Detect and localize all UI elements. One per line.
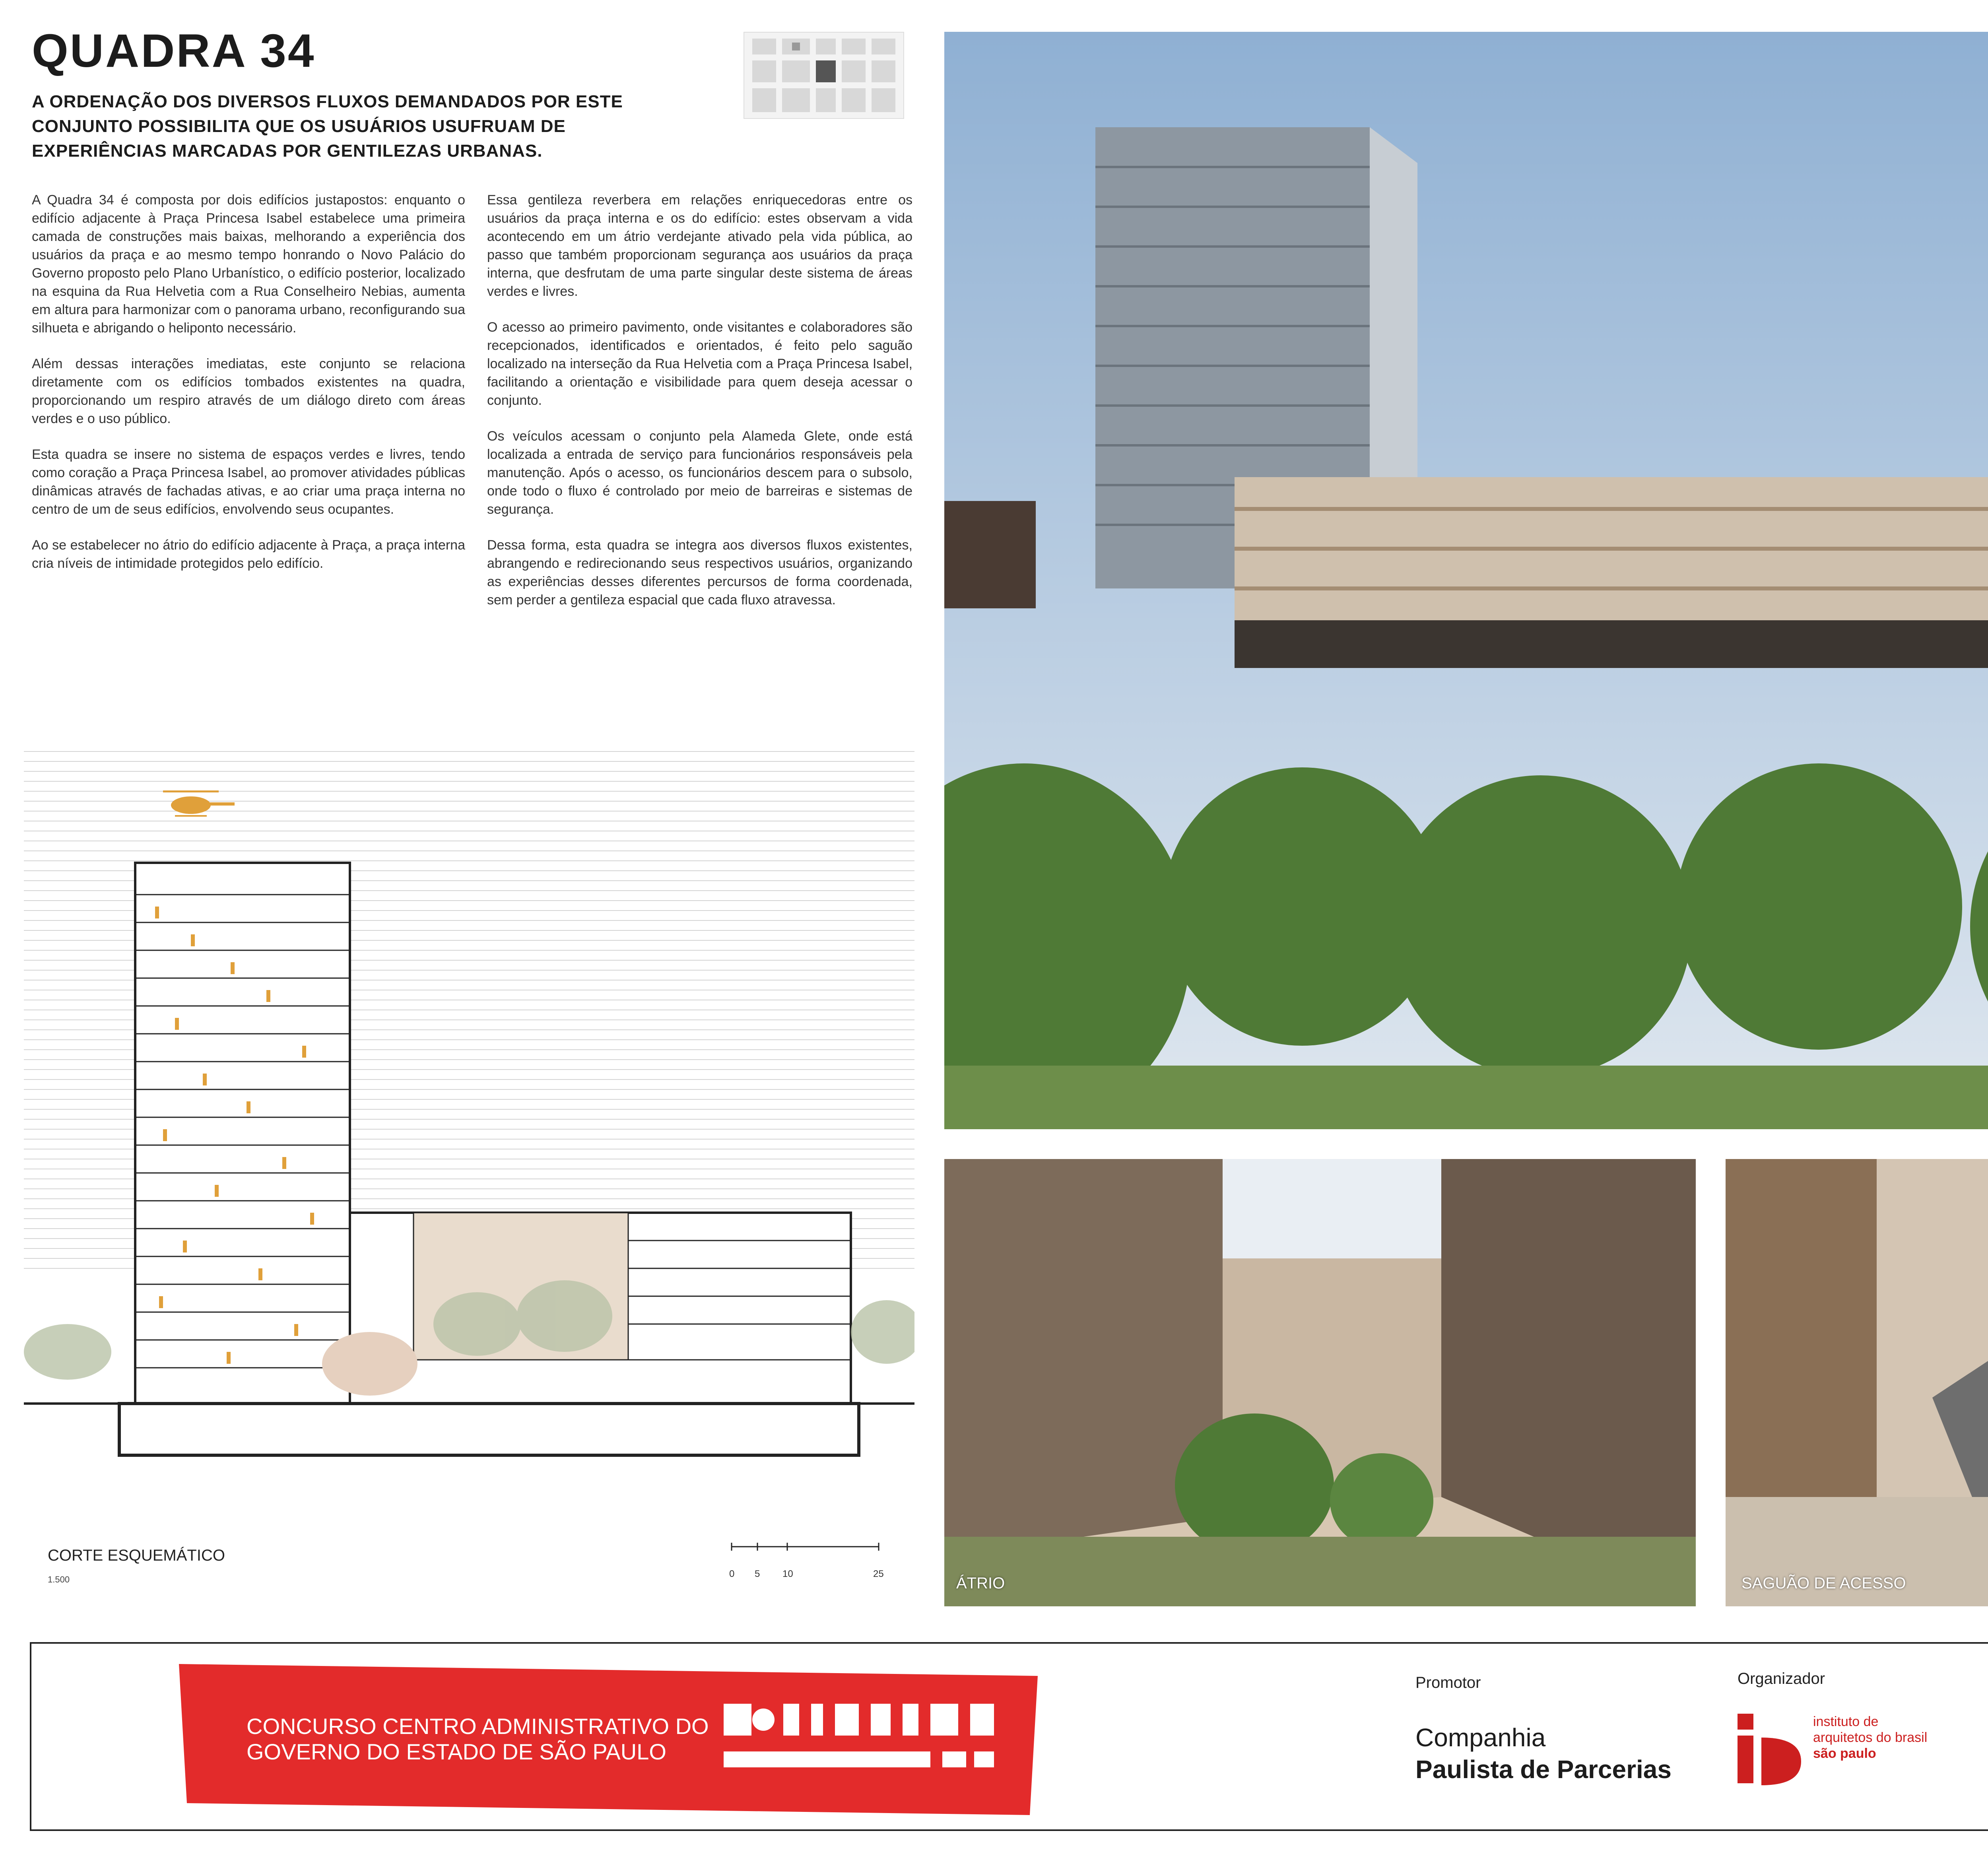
promotor-line-1: Companhia: [1415, 1723, 1546, 1752]
body-text-right: [487, 191, 912, 627]
promotor-name: [1415, 1722, 1672, 1785]
promotor-label: Promotor: [1415, 1674, 1481, 1691]
atrio-caption: ÁTRIO: [956, 1575, 1005, 1592]
promotor-line-2: Paulista de Parcerias: [1415, 1755, 1672, 1784]
paragraph: Dessa forma, esta quadra se integra aos diversos fluxos existentes, abrangendo e redirecionando seus respectivos usuários, organizando as experiências desses diferentes percursos de forma coordenada, sem perder a gentileza espacial que cada fluxo atravessa.: [487, 538, 912, 608]
tower-section: [135, 863, 350, 1404]
render-atrio: [944, 1159, 1696, 1606]
section-title: CORTE ESQUEMÁTICO: [48, 1547, 225, 1564]
render-main-exterior: [944, 32, 1988, 1129]
iab-line-1: instituto de: [1813, 1714, 1879, 1729]
saguao-caption: SAGUÃO DE ACESSO: [1741, 1575, 1906, 1592]
scale-tick: 10: [782, 1569, 793, 1579]
render-saguao: [1726, 1159, 1988, 1606]
basement-section: [119, 1404, 859, 1455]
paragraph: A Quadra 34 é composta por dois edifícios justapostos: enquanto o edifício adjacente à Praça Princesa Isabel estabelece uma primeira camada de construções mais baixas, melhorando a experiência dos usuários da praça e ao mesmo tempo honrando o Novo Palácio do Governo proposto pelo Plano Urbanístico, o edifício posterior, localizado na esquina da Rua Helvetia com a Rua Conselheiro Nebias, aumenta em altura para harmonizar com o panorama urbano, reconfigurando sua silhueta e abrigando o heliponto necessário.: [32, 192, 465, 336]
iab-name: [1813, 1714, 1980, 1761]
iab-line-2: arquitetos do brasil: [1813, 1730, 1928, 1745]
helicopter-icon: [163, 790, 235, 817]
scale-tick: 0: [729, 1569, 735, 1579]
page-subtitle: A ORDENAÇÃO DOS DIVERSOS FLUXOS DEMANDADOS POR ESTE CONJUNTO POSSIBILITA QUE OS USUÁRIOS USUFRUAM DE EXPERIÊNCIAS MARCADAS POR GENTILEZAS URBANAS.: [32, 92, 623, 161]
iab-logo-icon: [1734, 1710, 1805, 1789]
organizador-label: Organizador: [1738, 1670, 1825, 1687]
paragraph: Além dessas interações imediatas, este conjunto se relaciona diretamente com os edifícios tombados existentes na quadra, proporcionando um respiro através de um diálogo direto com áreas verdes e o uso público.: [32, 356, 465, 426]
key-map-thumbnail: [744, 32, 904, 119]
scale-tick: 5: [755, 1569, 760, 1579]
paragraph: Ao se estabelecer no átrio do edifício adjacente à Praça, a praça interna cria níveis de intimidade protegidos pelo edifício.: [32, 538, 465, 571]
paragraph: Os veículos acessam o conjunto pela Alameda Glete, onde está localizada a entrada de serviço para funcionários responsáveis pela manutenção. Após o acesso, os funcionários descem para o subsolo, onde todo o fluxo é controlado por meio de barreiras e sistemas de segurança.: [487, 429, 912, 517]
scale-tick: 25: [873, 1569, 884, 1579]
paragraph: O acesso ao primeiro pavimento, onde visitantes e colaboradores são recepcionados, identificados e orientados, é feito pelo saguão localizado na interseção da Rua Helvetia com a Praça Princesa Isabel, facilitando a orientação e visibilidade para quem deseja acessar o conjunto.: [487, 320, 912, 408]
iab-line-3: são paulo: [1813, 1746, 1876, 1761]
sp-logo-icon: [1984, 1710, 1988, 1789]
body-text-left: [32, 191, 465, 590]
section-scale: 1.500: [48, 1575, 70, 1584]
scale-bar: [724, 1535, 891, 1590]
section-drawing: [24, 744, 914, 1479]
page-title: QUADRA 34: [32, 25, 316, 77]
contest-name: CONCURSO CENTRO ADMINISTRATIVO DO GOVERNO DO ESTADO DE SÃO PAULO: [247, 1714, 709, 1764]
paragraph: Esta quadra se insere no sistema de espaços verdes e livres, tendo como coração a Praça Princesa Isabel, ao promover atividades públicas dinâmicas através de fachadas ativas, e ao criar uma praça interna no centro de um de seus edifícios, envolvendo seus ocupantes.: [32, 447, 465, 517]
paragraph: Essa gentileza reverbera em relações enriquecedoras entre os usuários da praça interna e os do edifício: estes observam a vida acontecendo em um átrio verdejante ativado pela vida pública, ao passo que também proporcionam segurança aos usuários da praça interna, que desfrutam de uma parte singular deste sistema de áreas verdes e livres.: [487, 192, 912, 299]
scale-bar-graphic: [724, 1535, 891, 1567]
